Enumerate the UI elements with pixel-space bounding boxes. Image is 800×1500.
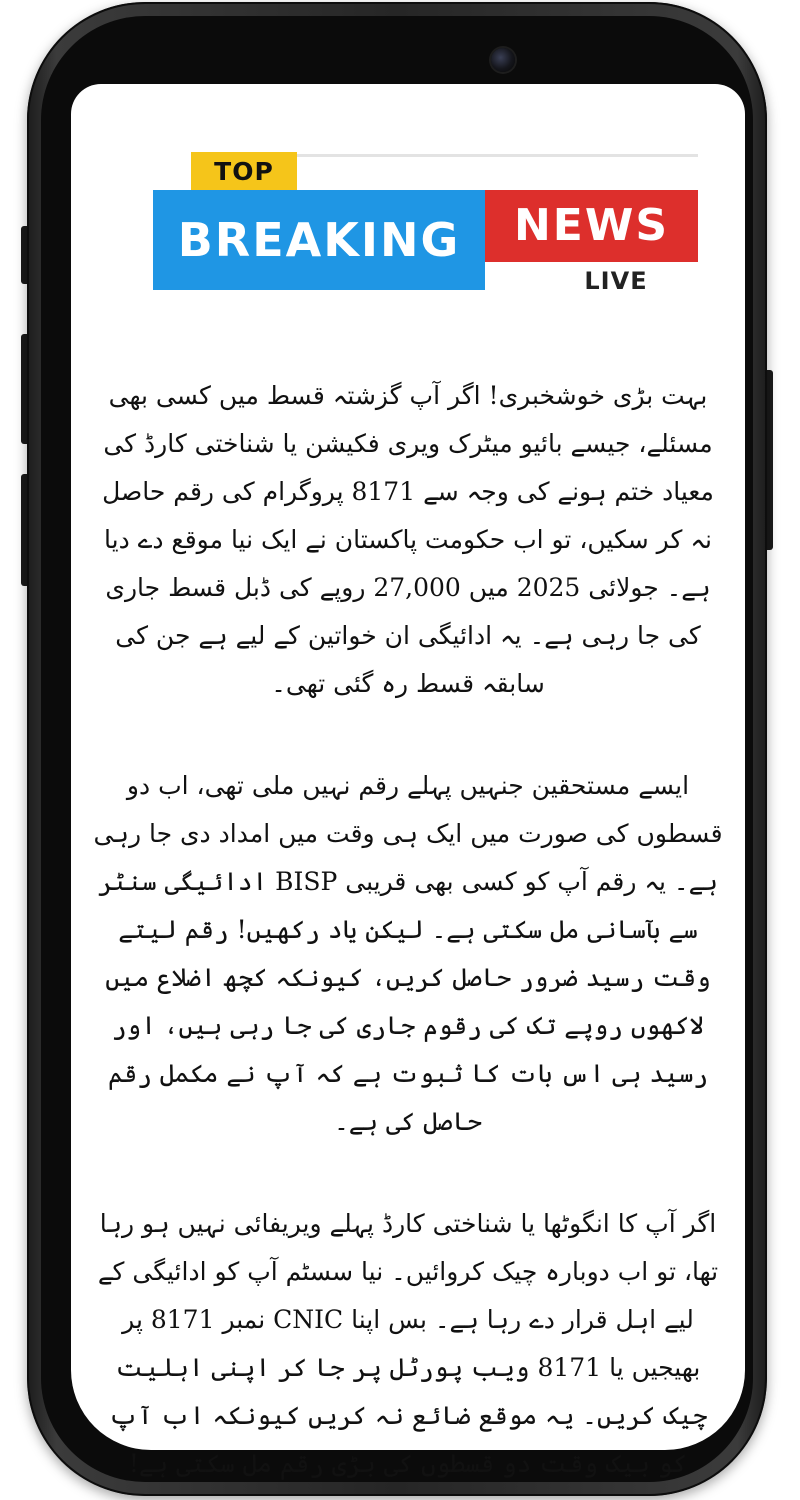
phone-frame — [27, 2, 767, 1496]
banner-top-label: TOP — [191, 152, 297, 192]
banner-breaking-label: BREAKING — [153, 190, 485, 290]
front-camera-icon — [491, 48, 515, 72]
article-paragraph-3: اگر آپ کا انگوٹھا یا شناختی کارڈ پہلے ویریفائی نہیں ہو رہا تھا، تو اب دوبارہ چیک کروائیں۔ نیا سسٹم آپ کو ادائیگی کے لیے اہل قرار دے رہا ہے۔ بس اپنا CNIC نمبر 8171 پر بھیجیں یا 8171 ویب پورٹل پر جا کر اپنی اہلیت چیک کریں۔ یہ موقع ضائع نہ کریں کیونکہ اب آپ کو بیک وقت دو قسطوں کی بڑی رقم مل سکتی ہے! — [97, 1209, 719, 1478]
banner-live-label: LIVE — [563, 262, 669, 300]
article-paragraph-1: بہت بڑی خوشخبری! اگر آپ گزشتہ قسط میں کسی بھی مسئلے، جیسے بائیو میٹرک ویری فکیشن یا شناختی کارڈ کی معیاد ختم ہونے کی وجہ سے 8171 پروگرام کی رقم حاصل نہ کر سکیں، تو اب حکومت پاکستان نے ایک نیا موقع دے دیا ہے۔ جولائی 2025 میں 27,000 روپے کی ڈبل قسط جاری کی جا رہی ہے۔ یہ ادائیگی ان خواتین کے لیے ہے جن کی سابقہ قسط رہ گئی تھی۔ — [102, 381, 714, 698]
breaking-news-banner — [153, 152, 698, 300]
banner-news-label: NEWS — [485, 190, 698, 262]
article-paragraph-2: ایسے مستحقین جنہیں پہلے رقم نہیں ملی تھی، اب دو قسطوں کی صورت میں ایک ہی وقت میں امداد دی جا رہی ہے۔ یہ رقم آپ کو کسی بھی قریبی BISP ادائیگی سنٹر سے بآسانی مل سکتی ہے۔ لیکن یاد رکھیں! رقم لیتے وقت رسید ضرور حاصل کریں، کیونکہ کچھ اضلاع میں لاکھوں روپے تک کی رقوم جاری کی جا رہی ہیں، اور رسید ہی اس بات کا ثبوت ہے کہ آپ نے مکمل رقم حاصل کی ہے۔ — [93, 771, 723, 1136]
article-body — [91, 372, 725, 1488]
phone-screen — [71, 84, 745, 1478]
